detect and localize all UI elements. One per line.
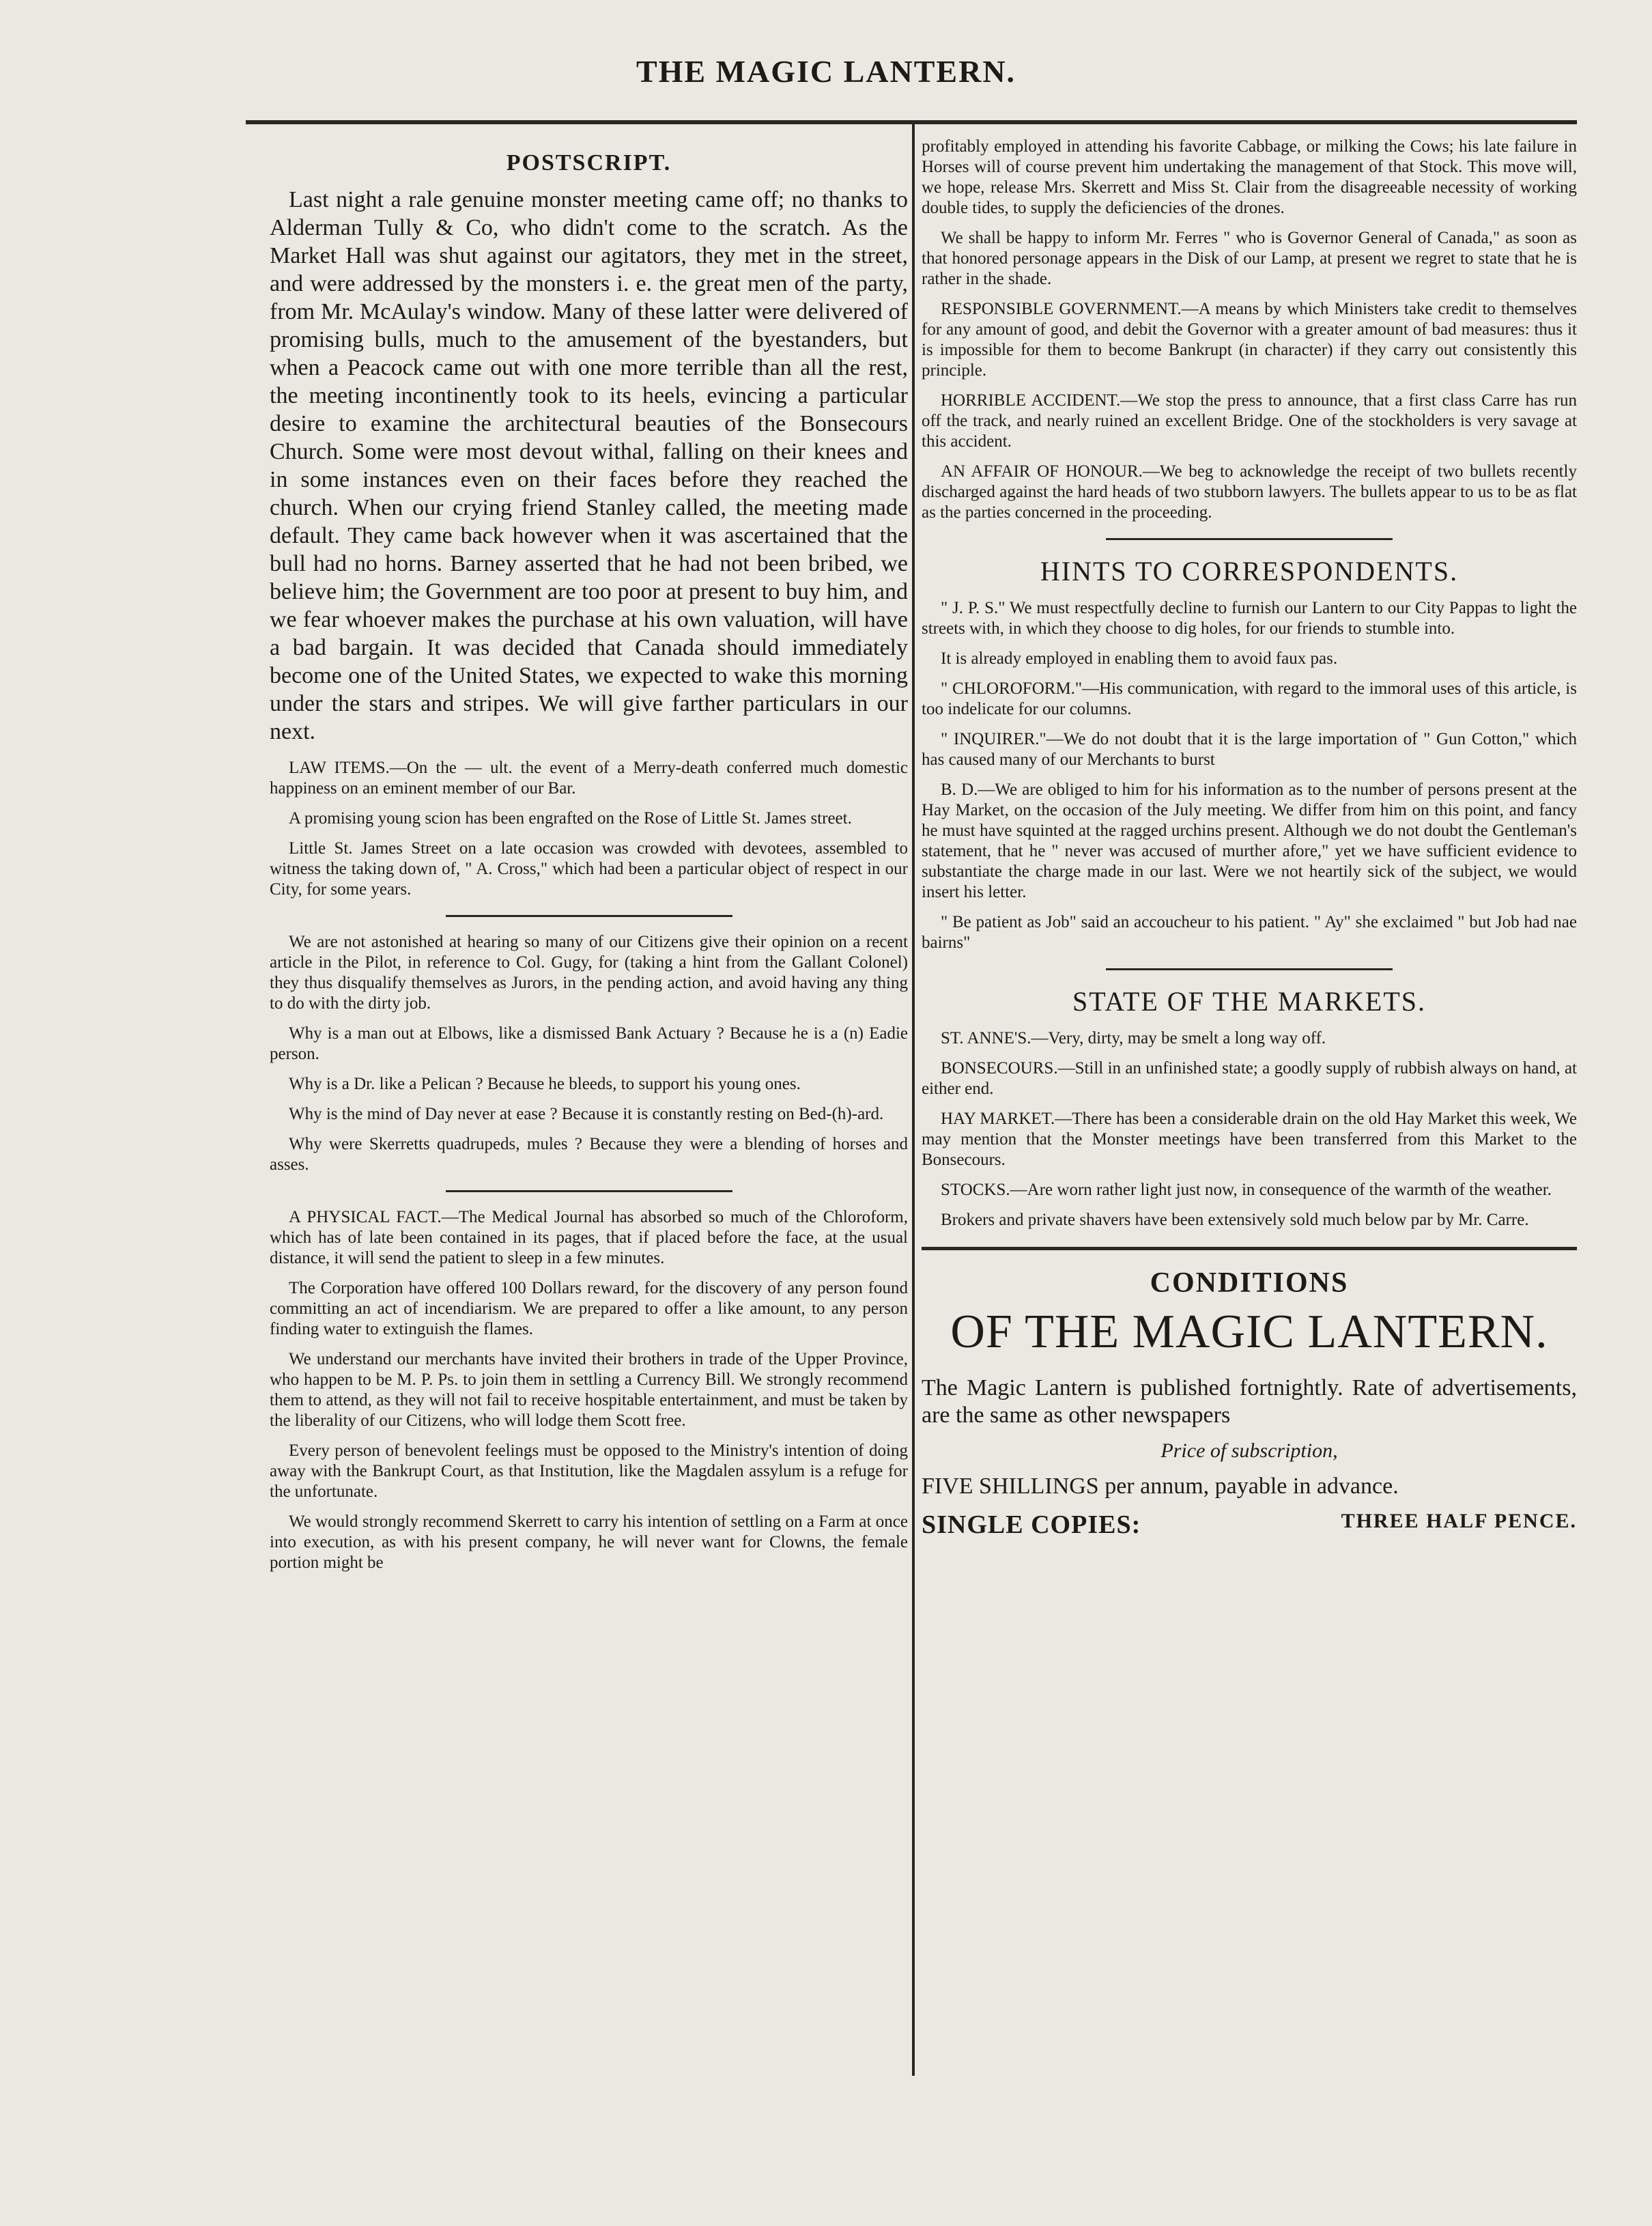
divider	[446, 915, 732, 917]
price-label: Price of subscription,	[1160, 1439, 1338, 1462]
little-st-james-item: Little St. James Street on a late occasion was crowded with devotees, assembled to witness the taking down of, " A. Cross," which had been a particular object of respect in our City, for some years.	[270, 839, 908, 899]
conditions-body	[922, 1375, 1577, 1540]
st-annes-item: ST. ANNE'S.—Very, dirty, may be smelt a long way off.	[941, 1029, 1326, 1047]
cabbage-item: profitably employed in attending his favorite Cabbage, or milking the Cows; his late failure in Horses will of course prevent him undertaking the management of that Stock. This move will, we hope, release Mrs. Skerrett and Miss St. Clair from the disagreeable necessity of working double tides, to supply the deficiencies of the drones.	[922, 137, 1577, 217]
brokers-item: Brokers and private shavers have been extensively sold much below par by Mr. Carre.	[941, 1211, 1529, 1229]
masthead: THE MAGIC LANTERN.	[636, 54, 1016, 89]
right-column	[922, 137, 1577, 1540]
pelican-riddle: Why is a Dr. like a Pelican ? Because he bleeds, to support his young ones.	[289, 1075, 801, 1093]
published-text: The Magic Lantern is published fortnightly. Rate of advertisements, are the same as other newspapers	[922, 1375, 1577, 1428]
conditions-title: CONDITIONS	[1150, 1267, 1349, 1299]
job-item: " Be patient as Job" said an accoucheur to his patient. " Ay" she exclaimed " but Job had nae bairns"	[922, 913, 1577, 952]
responsible-government-item: RESPONSIBLE GOVERNMENT.—A means by which Ministers take credit to themselves for any amount of good, and debit the Governor with a greater amount of bad measures: thus it is impossible for them to become Bankrupt (in character) if they carry out consistently this principle.	[922, 300, 1577, 380]
law-items: LAW ITEMS.—On the — ult. the event of a Merry-death conferred much domestic happiness on an eminent member of our Bar.	[270, 759, 908, 798]
markets-heading: STATE OF THE MARKETS.	[1072, 986, 1427, 1017]
left-column	[270, 137, 908, 1583]
divider	[1106, 968, 1393, 970]
corporation-item: The Corporation have offered 100 Dollars reward, for the discovery of any person found committing an act of incendiarism. We are prepared to offer a like amount, to any person finding water to extinguish the flames.	[270, 1279, 908, 1338]
price-text: FIVE SHILLINGS per annum, payable in advance.	[922, 1474, 1399, 1499]
left-items-3	[270, 1207, 908, 1573]
left-items-2	[270, 932, 908, 1175]
jps-item: " J. P. S." We must respectfully decline to furnish our Lantern to our City Pappas to light the streets with, in which they choose to dig holes, for our friends to stumble into.	[922, 599, 1577, 638]
farm-item: We would strongly recommend Skerrett to carry his intention of settling on a Farm at once into execution, as with his present company, he will never want for Clowns, the female portion might be	[270, 1512, 908, 1572]
hay-market-item: HAY MARKET.—There has been a considerable drain on the old Hay Market this week, We may mention that the Monster meetings have been transferred from this Market to the Bonsecours.	[922, 1110, 1577, 1169]
conditions-subtitle: OF THE MAGIC LANTERN.	[950, 1306, 1548, 1358]
stocks-item: STOCKS.—Are worn rather light just now, in consequence of the warmth of the weather.	[941, 1181, 1552, 1199]
single-copies-price: THREE HALF PENCE.	[1341, 1510, 1577, 1532]
single-copies-label: SINGLE COPIES:	[922, 1510, 1141, 1539]
bd-item: B. D.—We are obliged to him for his information as to the number of persons present at the Hay Market, on the occasion of the July meeting. We differ from him on this point, and fancy he must have squinted at the ragged urchins present. Although we do not doubt the Gentleman's statement, that he " never was accused of murther afore," yet we have sufficient evidence to substantiate the charge made in our last. Were we not heartily sick of the subject, we would insert his letter.	[922, 780, 1577, 901]
column-divider	[912, 123, 915, 2076]
postscript-text: Last night a rale genuine monster meeting came off; no thanks to Alderman Tully & Co, who didn't come to the scratch. As the Market Hall was shut against our agitators, they met in the street, and were addressed by the monsters i. e. the great men of the party, from Mr. McAulay's window. Many of these latter were delivered of promising bulls, much to the amusement of the byestanders, but when a Peacock came out with one more terrible than all the rest, the meeting incontinently took to its heels, evincing a particular desire to examine the architectural beauties of the Bonsecours Church. Some were most devout withal, falling on their knees and in some instances even on their faces before they reached the church. When our crying friend Stanley called, the meeting made default. They came back however when it was ascertained that the bull had no horns. Barney asserted that he had not been bribed, we believe him; the Government are too poor at present to buy him, and we fear whoever makes the purchase at his own valuation, will have a bad bargain. It was decided that Canada should immediately become one of the United States, we expected to wake this morning under the stars and stripes. We will give farther particulars in our next.	[270, 187, 908, 744]
postscript-title: POSTSCRIPT.	[506, 150, 672, 175]
divider	[1106, 538, 1393, 540]
merchants-item: We understand our merchants have invited their brothers in trade of the Upper Province, who happen to be M. P. Ps. to join them in settling a Currency Bill. We strongly recommend them to attend, as they will not fail to receive hospitable entertainment, and must be taken by the liberality of our Citizens, who will lodge them Scott free.	[270, 1350, 908, 1430]
postscript-article	[270, 186, 908, 746]
hints-heading: HINTS TO CORRESPONDENTS.	[1040, 556, 1459, 587]
day-riddle: Why is the mind of Day never at ease ? Because it is constantly resting on Bed-(h)-ard.	[289, 1105, 884, 1123]
chloroform-item: " CHLOROFORM."—His communication, with regard to the immoral uses of this article, is too indelicate for our columns.	[922, 679, 1577, 718]
divider	[446, 1190, 732, 1192]
benevolent-item: Every person of benevolent feelings must be opposed to the Ministry's intention of doing away with the Bankrupt Court, as that Institution, like the Magdalen assylum is a refuge for the unfortunate.	[270, 1441, 908, 1501]
ferres-item: We shall be happy to inform Mr. Ferres " who is Governor General of Canada," as soon as that honored personage appears in the Disk of our Lamp, at present we regret to state that he is rather in the shade.	[922, 229, 1577, 288]
horrible-accident-item: HORRIBLE ACCIDENT.—We stop the press to announce, that a first class Carre has run off the track, and nearly ruined an excellent Bridge. One of the stockholders is very savage at this accident.	[922, 391, 1577, 451]
top-rule	[246, 120, 1577, 124]
right-items	[922, 137, 1577, 523]
scion-item: A promising young scion has been engrafted on the Rose of Little St. James street.	[289, 809, 852, 828]
left-items	[270, 758, 908, 900]
physical-fact-item: A PHYSICAL FACT.—The Medical Journal has absorbed so much of the Chloroform, which has of late been contained in its pages, that if placed before the face, at the usual distance, it will send the patient to sleep in a few minutes.	[270, 1208, 908, 1267]
single-copies	[922, 1510, 1577, 1540]
markets-items	[922, 1028, 1577, 1230]
inquirer-item: " INQUIRER."—We do not doubt that it is the large importation of " Gun Cotton," which has caused many of our Merchants to burst	[922, 730, 1577, 769]
astonished-item: We are not astonished at hearing so many of our Citizens give their opinion on a recent article in the Pilot, in reference to Col. Gugy, for (taking a hint from the Gallant Colonel) they thus disqualify themselves as Jurors, in the pending action, and avoid having any thing to do with the dirty job.	[270, 933, 908, 1013]
elbows-riddle: Why is a man out at Elbows, like a dismissed Bank Actuary ? Because he is a (n) Eadie person.	[270, 1024, 908, 1063]
conditions-rule	[922, 1247, 1577, 1250]
affair-of-honour-item: AN AFFAIR OF HONOUR.—We beg to acknowledge the receipt of two bullets recently discharged against the hard heads of two stubborn lawyers. The bullets appear to us to be as flat as the parties concerned in the proceeding.	[922, 462, 1577, 522]
skerretts-riddle: Why were Skerretts quadrupeds, mules ? Because they were a blending of horses and asses.	[270, 1135, 908, 1174]
bonsecours-item: BONSECOURS.—Still in an unfinished state; a goodly supply of rubbish always on hand, at either end.	[922, 1059, 1577, 1098]
hints-items	[922, 598, 1577, 953]
jps-item-2: It is already employed in enabling them to avoid faux pas.	[941, 649, 1338, 668]
